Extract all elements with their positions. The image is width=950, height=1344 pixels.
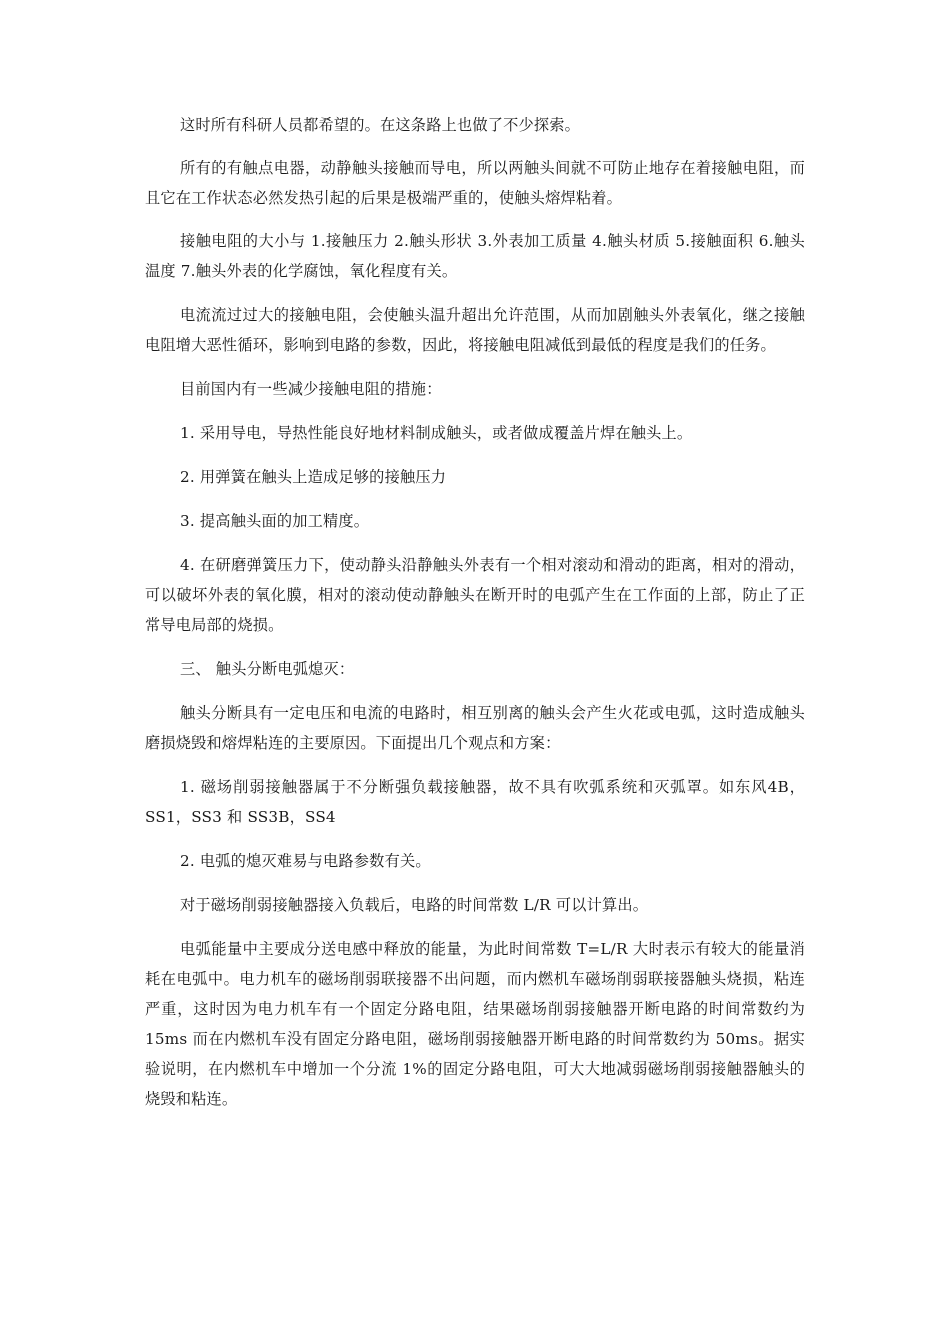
paragraph-measures-heading: 目前国内有一些减少接触电阻的措施： (180, 380, 442, 398)
list-item-measure-4: 4. 在研磨弹簧压力下，使动静头沿静触头外表有一个相对滚动和滑动的距离，相对的滑动，可以破坏外表的氧化膜，相对的滚动使动静触头在断开时的电弧产生在工作面的上部，防止了正常导电局部的烧损。 (145, 556, 805, 634)
paragraph-research-hope: 这时所有科研人员都希望的。在这条路上也做了不少探索。 (180, 116, 581, 134)
list-item-arc-2: 2. 电弧的熄灭难易与电路参数有关。 (180, 852, 431, 870)
paragraph-arc-energy: 电弧能量中主要成分送电感中释放的能量，为此时间常数 T=L/R 大时表示有较大的能量消耗在电弧中。电力机车的磁场削弱联接器不出问题，而内燃机车磁场削弱联接器触头烧损，粘连严重，这时因为电力机车有一个固定分路电阻，结果磁场削弱接触器开断电路的时间常数约为 15ms 而在内燃机车没有固定分路电阻，磁场削弱接触器开断电路的时间常数约为 50ms。据实验说明，在内燃机车中增加一个分流 1%的固定分路电阻，可大大地减弱磁场削弱接触器触头的烧毁和粘连。 (145, 940, 805, 1108)
paragraph-contact-resistance-intro: 所有的有触点电器，动静触头接触而导电，所以两触头间就不可防止地存在着接触电阻，而且它在工作状态必然发热引起的后果是极端严重的，使触头熔焊粘着。 (145, 159, 805, 207)
paragraph-arc-intro: 触头分断具有一定电压和电流的电路时，相互别离的触头会产生火花或电弧，这时造成触头磨损烧毁和熔焊粘连的主要原因。下面提出几个观点和方案： (145, 704, 805, 752)
document-body (145, 110, 805, 1114)
paragraph-time-constant: 对于磁场削弱接触器接入负载后，电路的时间常数 L/R 可以计算出。 (180, 896, 649, 914)
list-item-measure-3: 3. 提高触头面的加工精度。 (180, 512, 370, 530)
list-item-measure-1: 1. 采用导电，导热性能良好地材料制成触头，或者做成覆盖片焊在触头上。 (180, 424, 693, 442)
list-item-measure-2: 2. 用弹簧在触头上造成足够的接触压力 (180, 468, 447, 486)
paragraph-contact-resistance-factors: 接触电阻的大小与 1.接触压力 2.触头形状 3.外表加工质量 4.触头材质 5.接触面积 6.触头温度 7.触头外表的化学腐蚀，氧化程度有关。 (145, 232, 805, 280)
paragraph-current-effects: 电流流过过大的接触电阻，会使触头温升超出允许范围，从而加剧触头外表氧化，继之接触电阻增大恶性循环，影响到电路的参数，因此，将接触电阻减低到最低的程度是我们的任务。 (145, 306, 805, 354)
list-item-arc-1: 1. 磁场削弱接触器属于不分断强负载接触器，故不具有吹弧系统和灭弧罩。如东风4B，SS1，SS3 和 SS3B，SS4 (145, 778, 805, 826)
section-heading-arc-extinction: 三、 触头分断电弧熄灭： (180, 660, 355, 678)
